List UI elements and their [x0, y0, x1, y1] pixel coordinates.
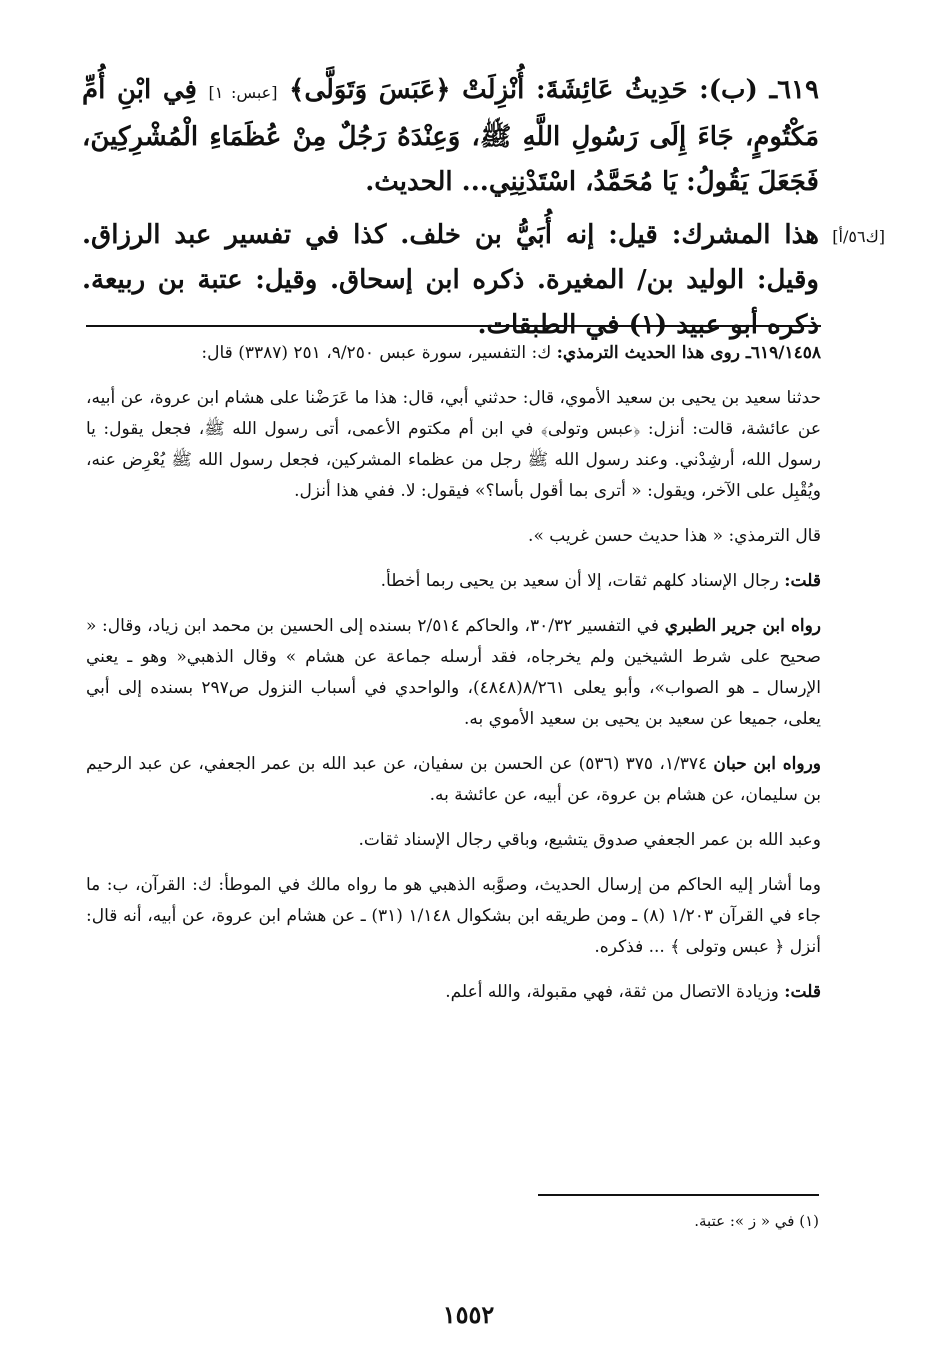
bold-label: قلت:: [784, 571, 821, 591]
bold-label: ورواه ابن حبان: [713, 754, 822, 774]
bold-label: رواه ابن جرير الطبري: [664, 616, 822, 636]
note-paragraph-2: حدثنا سعيد بن يحيى بن سعيد الأموي، قال: حدثني أبي، قال: هذا ما عَرَضْنا على هشام ابن عروة، عن أبيه، عن عائشة، قالت: أنزل: ﴿عبس وتولى﴾ في ابن أم مكتوم الأعمى، أتى رسول الله ﷺ، فجعل يقول: يا رسول الله، أرشِدْني. وعند رسول الله ﷺ رجل من عظماء المشركين، فجعل رسول الله ﷺ يُعْرِض عنه، ويُقْبِل على الآخر، ويقول: « أترى بما أقول بأسا؟» فيقول: لا. ففي هذا أنزل.: [86, 388, 821, 501]
footnote: (١) في « ز »: عتبة.: [694, 1212, 819, 1230]
note-paragraph-5: [86, 611, 821, 735]
quran-reference: [عبس: ١]: [208, 83, 278, 102]
hadith-line1b: فِي ابْنِ أُمِّ مَكْتُومٍ،: [82, 75, 819, 152]
note-paragraph-7: وعبد الله بن عمر الجعفي صدوق يتشيع، وباقي رجال الإسناد ثقات.: [358, 830, 821, 850]
bold-label: قلت:: [784, 982, 821, 1002]
note-paragraph-3: قال الترمذي: « هذا حديث حسن غريب ».: [528, 526, 821, 546]
divider-line: [86, 325, 821, 327]
notes-section: [86, 338, 821, 1022]
note-heading: ٦١٩/١٤٥٨ـ روى هذا الحديث الترمذي:: [556, 343, 821, 363]
note-paragraph-4: [86, 566, 821, 597]
note-paragraph-1: [86, 338, 821, 369]
hadith-text: [82, 68, 819, 205]
footnote-divider: [538, 1194, 819, 1196]
page-number: ١٥٥٢: [442, 1300, 495, 1329]
hadith-line2: جَاءَ إِلَى رَسُولِ اللَّهِ ﷺ، وَعِنْدَهُ رَجُلٌ مِنْ عُظَمَاءِ الْمُشْرِكِينَ، فَجَعَلَ يَقُولُ: يَا مُحَمَّدُ،: [82, 122, 819, 197]
margin-note: [ك٥٦/أ]: [832, 227, 885, 246]
commentary-paragraph: هذا المشرك: قيل: إنه أُبَيُّ بن خلف. كذا في تفسير عبد الرزاق. وقيل: الوليد بن/ المغيرة. ذكره ابن إسحاق. وقيل: عتبة بن ربيعة. ذكره أبو عبيد (١) في الطبقات.: [82, 220, 819, 340]
note-text: رجال الإسناد كلهم ثقات، إلا أن سعيد بن يحيى ربما أخطأ.: [380, 571, 779, 591]
note-text: ١/٣٧٤، ٣٧٥ (٥٣٦) عن الحسن بن سفيان، عن عبد الله بن عمر الجعفي، عن عبد الرحيم بن سليمان، عن هشام بن عروة، عن أبيه، عن عائشة به.: [86, 754, 821, 805]
hadith-line1: ٦١٩ـ (ب): حَدِيثُ عَائِشَةَ: أُنْزِلَتْ ﴿عَبَسَ وَتَوَلَّى﴾: [289, 75, 819, 105]
hadith-line3: اسْتَدْنِنِي... الحديث.: [365, 167, 577, 197]
note-text: في التفسير ٣٠/٣٢، والحاكم ٢/٥١٤ بسنده إلى الحسين بن محمد ابن زياد، وقال: « صحيح على شرط الشيخين ولم يخرجاه، فقد أرسله جماعة عن هشام » وقال الذهبي« وهو ـ يعني الإرسال ـ هو الصواب»، وأبو يعلى ٨/٢٦١(٤٨٤٨)، والواحدي في أسباب النزول ص٢٩٧ بسنده إلى أبي يعلى، جميعا عن سعيد بن يحيى بن سعيد الأموي به.: [86, 616, 821, 729]
note-text: ك: التفسير، سورة عبس ٩/٢٥٠، ٢٥١ (٣٣٨٧) قال:: [201, 343, 552, 363]
note-paragraph-9: [86, 977, 821, 1008]
note-paragraph-6: [86, 749, 821, 811]
note-text: وزيادة الاتصال من ثقة، فهي مقبولة، والله أعلم.: [445, 982, 779, 1002]
note-paragraph-8: وما أشار إليه الحاكم من إرسال الحديث، وصوَّبه الذهبي هو ما رواه مالك في الموطأ: ك: القرآن، ب: ما جاء في القرآن ١/٢٠٣ (٨) ـ ومن طريقه ابن بشكوال ١/١٤٨ (٣١) ـ عن هشام ابن عروة، عن أبيه، أنه قال: أنزل ﴿ عبس وتولى ﴾ ... فذكره.: [86, 875, 821, 957]
